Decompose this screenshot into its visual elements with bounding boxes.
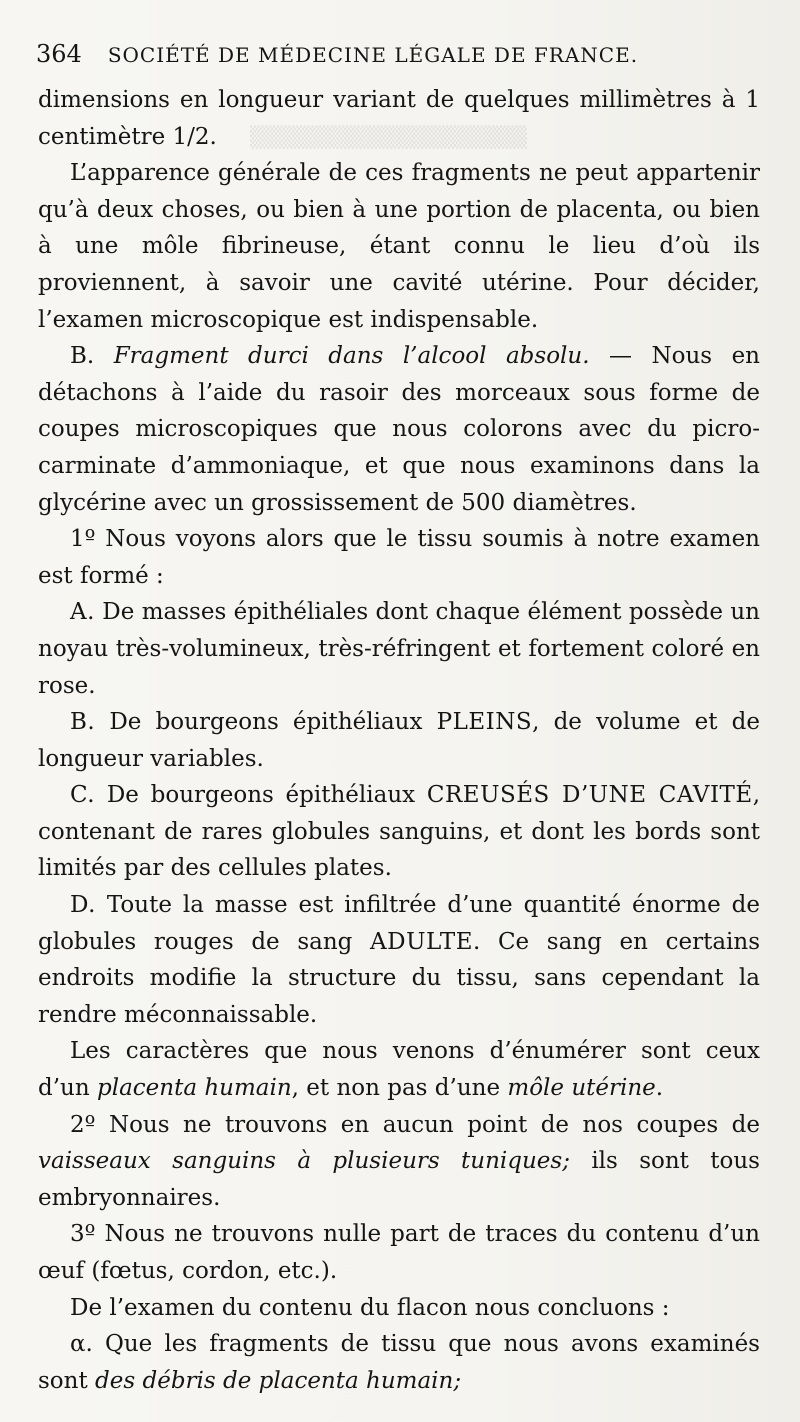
paragraph-2: L’apparence générale de ces fragments ne peut appartenir qu’à deux choses, ou bien à une portion de placenta, ou bien à une môle fibrineuse, étant connu le lieu d’où ils proviennent, à savoir une cavité utérine. Pour décider, l’examen microscopique est indispensable.	[38, 160, 760, 333]
item-label: D.	[70, 892, 96, 919]
item-a: A. De masses épithéliales dont chaque élément possède un noyau très-volumineux, très-réfringent et fortement coloré en rose.	[38, 599, 760, 699]
section-label: B.	[70, 343, 95, 370]
italic-term: des débris de placenta humain;	[95, 1367, 462, 1394]
paragraph-1: dimensions en longueur variant de quelques millimètres à 1 centimètre 1/2.	[38, 87, 760, 150]
paragraph-11: 3º Nous ne trouvons nulle part de traces du contenu d’un œuf (fœtus, cordon, etc.).	[38, 1221, 760, 1284]
page-header	[36, 40, 740, 68]
paragraph-13: α. Que les fragments de tissu que nous avons examinés sont des débris de placenta humain;	[38, 1331, 760, 1394]
paragraph-4: 1º Nous voyons alors que le tissu soumis à notre examen est formé :	[38, 526, 760, 589]
small-caps-term: PLEINS	[436, 709, 533, 736]
paragraph-10: 2º Nous ne trouvons en aucun point de nos coupes de vaisseaux sanguins à plusieurs tuniques; ils sont tous embryonnaires.	[38, 1111, 760, 1211]
small-caps-term: CREUSÉS D’UNE CAVITÉ	[426, 782, 753, 809]
item-label: C.	[70, 782, 96, 809]
italic-term: môle utérine	[507, 1075, 656, 1102]
item-label: α.	[70, 1331, 93, 1358]
item-b: B. De bourgeons épithéliaux PLEINS, de volume et de longueur variables.	[38, 709, 760, 772]
paragraph-9: Les caractères que nous venons d’énumérer sont ceux d’un placenta humain, et non pas d’une môle utérine.	[38, 1038, 760, 1102]
small-caps-term: ADULTE	[370, 928, 473, 955]
paragraph-3: B. Fragment durci dans l’alcool absolu. — Nous en détachons à l’aide du rasoir des morceaux sous forme de coupes microscopiques que nous colorons avec du picro-carminate d’ammoniaque, et que nous examinons dans la glycérine avec un grossissement de 500 diamètres.	[38, 343, 760, 516]
item-d: D. Toute la masse est infiltrée d’une quantité énorme de globules rouges de sang ADULTE. Ce sang en certains endroits modifie la structure du tissu, sans cependant la rendre méconnaissable.	[38, 892, 760, 1028]
paragraph-12: De l’examen du contenu du flacon nous concluons :	[70, 1294, 670, 1321]
item-c: C. De bourgeons épithéliaux CREUSÉS D’UNE CAVITÉ, contenant de rares globules sanguins, et dont les bords sont limités par des cellules plates.	[38, 782, 761, 882]
italic-term: placenta humain	[96, 1075, 292, 1102]
running-head: SOCIÉTÉ DE MÉDECINE LÉGALE DE FRANCE.	[107, 43, 639, 67]
section-title: Fragment durci dans l’alcool absolu.	[113, 343, 590, 370]
item-label: B.	[70, 709, 96, 736]
item-label: A.	[70, 599, 95, 626]
page-number: 364	[36, 40, 82, 68]
italic-term: vaisseaux sanguins à plusieurs tuniques;	[38, 1148, 570, 1175]
show-through-texture: ▒▒▒▒▒▒▒▒▒▒▒▒▒▒▒▒▒▒	[250, 125, 527, 149]
page-body	[38, 82, 760, 1399]
